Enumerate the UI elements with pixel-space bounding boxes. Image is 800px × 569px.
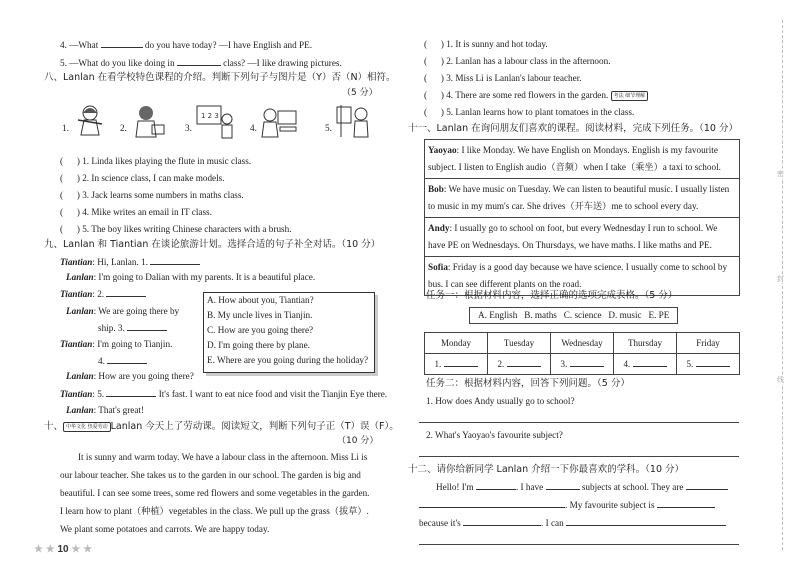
- option-b: B. My uncle lives in Tianjin.: [207, 310, 313, 320]
- seal-char: 封: [777, 275, 784, 283]
- answer-blank[interactable]: [106, 388, 156, 397]
- answer-paren[interactable]: ( ): [60, 190, 80, 200]
- answer-blank[interactable]: [419, 499, 565, 508]
- answer-blank[interactable]: [566, 517, 726, 526]
- seal-char: 线: [777, 376, 784, 384]
- answer-paren[interactable]: ( ): [424, 73, 444, 83]
- blackboard-numbers-picture: [195, 103, 235, 139]
- boy-typing-picture: [130, 103, 166, 139]
- answer-line[interactable]: [419, 422, 739, 423]
- culture-badge: 中华文化 热爱劳动: [63, 422, 111, 432]
- question-andy: 1. How does Andy usually go to school?: [426, 396, 575, 406]
- option-c: C. How are you going there?: [207, 325, 314, 335]
- answer-paren[interactable]: ( ): [424, 90, 444, 100]
- girl-flute-picture: [72, 103, 108, 139]
- pic-number: 3.: [185, 123, 192, 133]
- options-box: [203, 292, 375, 373]
- task-1-options: A. English B. maths C. science D. music E. PE: [469, 307, 678, 324]
- material-yaoyao: Yaoyao: I like Monday. We have English on Mondays. English is my favourite subject. I listen to English audio（音频）when I take（乘坐）a taxi to school.: [425, 140, 739, 179]
- pic-number: 4.: [250, 123, 257, 133]
- section-8-score: （5 分）: [342, 88, 378, 98]
- answer-blank[interactable]: [657, 499, 715, 508]
- option-a: A. How about you, Tiantian?: [207, 295, 314, 305]
- table-blank[interactable]: 1.: [425, 354, 488, 375]
- material-sofia: Sofia: Friday is a good day because we have science. I usually come to school by bus. I can see different plants on the road.: [428, 262, 728, 289]
- section-11-title: 十一、Lanlan 在询问朋友们喜欢的课程。阅读材料，完成下列任务。（10 分）: [408, 123, 738, 134]
- dialogue-line: Lanlan: How are you going there?: [66, 371, 194, 381]
- section-9-title: 九、Lanlan 和 Tiantian 在谈论旅游计划。选择合适的句子补全对话。（10 分）: [44, 239, 381, 250]
- section-12-title: 十二、请你给新同学 Lanlan 介绍一下你最喜欢的学科。（10 分）: [408, 464, 685, 475]
- seal-line-sidebar: [768, 0, 800, 569]
- day-monday: Monday: [425, 333, 488, 354]
- answer-blank[interactable]: [476, 481, 516, 490]
- dialogue-line: Lanlan: We are going there by: [66, 306, 180, 316]
- day-wednesday: Wednesday: [551, 333, 614, 354]
- writing-line-3: because it's . I can: [419, 517, 726, 529]
- material-bob: Bob: We have music on Tuesday. We can listen to beautiful music. I usually listen to music in my mum's car. She drives（开车送）me to school every day.: [425, 179, 739, 218]
- dialogue-line: Lanlan: That's great!: [66, 405, 145, 415]
- sec8-item: ( ) 2. In science class, I can make models.: [60, 173, 225, 183]
- answer-paren[interactable]: ( ): [60, 224, 80, 234]
- day-tuesday: Tuesday: [488, 333, 551, 354]
- material-andy: Andy: I usually go to school on foot, but every Wednesday I run to school. We have PE on Wednesdays. On Thursdays, we have maths. I like maths and PE.: [425, 218, 739, 257]
- answer-paren[interactable]: ( ): [424, 107, 444, 117]
- tf-item: ( ) 2. Lanlan has a labour class in the afternoon.: [424, 56, 611, 66]
- task-1-title: 任务一：根据材料内容，选择正确的选项完成表格。（5 分）: [426, 290, 678, 301]
- answer-blank[interactable]: [101, 39, 143, 48]
- table-blank[interactable]: 3.: [551, 354, 614, 375]
- tf-item: ( ) 4. There are some red flowers in the garden. 考法 细节理解: [424, 90, 648, 101]
- sec8-item: ( ) 4. Mike writes an email in IT class.: [60, 207, 212, 217]
- answer-blank[interactable]: [150, 256, 200, 265]
- answer-line[interactable]: [419, 456, 739, 457]
- writing-line-2: . My favourite subject is: [419, 499, 715, 511]
- answer-blank[interactable]: [463, 517, 541, 526]
- dialogue-line: Tiantian: Hi, Lanlan. 1.: [60, 256, 200, 268]
- passage-line: We plant some potatoes and carrots. We are happy today.: [60, 524, 270, 534]
- page-number: ★ ★ 10 ★ ★: [34, 544, 93, 555]
- answer-paren[interactable]: ( ): [60, 156, 80, 166]
- dialogue-line: Tiantian: 5. It's fast. I want to eat nice food and visit the Tianjin Eye there.: [60, 389, 388, 399]
- answer-blank[interactable]: [107, 355, 147, 364]
- table-blank[interactable]: 2.: [488, 354, 551, 375]
- dialogue-line: Tiantian: I'm going to Tianjin.: [60, 339, 173, 349]
- pic-number: 5.: [325, 123, 332, 133]
- tf-item: ( ) 5. Lanlan learns how to plant tomatoes in the class.: [424, 107, 635, 117]
- tf-item: ( ) 3. Miss Li is Lanlan's labour teacher.: [424, 73, 582, 83]
- writing-line-1: Hello! I'm . I have subjects at school. They are: [436, 481, 728, 493]
- seal-char: 密: [777, 170, 784, 178]
- answer-blank[interactable]: [106, 288, 146, 297]
- answer-blank[interactable]: [686, 481, 728, 490]
- table-blank[interactable]: 4.: [614, 354, 677, 375]
- dialogue-line: ship. 3.: [98, 322, 167, 334]
- sec8-item: ( ) 3. Jack learns some numbers in maths class.: [60, 190, 244, 200]
- question-4: 4. —What do you have today? —I have English and PE.: [60, 40, 312, 50]
- question-5: 5. —What do you like doing in class? —I like drawing pictures.: [60, 58, 342, 68]
- answer-paren[interactable]: ( ): [60, 173, 80, 183]
- answer-paren[interactable]: ( ): [424, 39, 444, 49]
- answer-blank[interactable]: [546, 481, 580, 490]
- reading-materials: [424, 139, 740, 296]
- section-10-score: （10 分）: [337, 436, 379, 446]
- dialogue-line: 4.: [98, 355, 147, 367]
- day-friday: Friday: [677, 333, 740, 354]
- option-e: E. Where are you going during the holiday?: [207, 355, 369, 365]
- question-yaoyao: 2. What's Yaoyao's favourite subject?: [426, 430, 563, 440]
- passage-line: beautiful. I can see some trees, some red flowers and some vegetables in the garden.: [60, 488, 370, 498]
- dialogue-line: Tiantian: 2.: [60, 288, 146, 300]
- pic-number: 2.: [120, 123, 127, 133]
- svg-text:1 2 3: 1 2 3: [201, 112, 219, 120]
- passage-line: It is sunny and warm today. We have a labour class in the afternoon. Miss Li is: [78, 452, 368, 462]
- option-d: D. I'm going there by plane.: [207, 340, 310, 350]
- answer-paren[interactable]: ( ): [424, 56, 444, 66]
- answer-blank[interactable]: [127, 322, 167, 331]
- section-8-title: 八、Lanlan 在看学校特色课程的介绍。判断下列句子与图片是（Y）否（N）相符。: [44, 72, 396, 83]
- passage-line: I learn how to plant（种植）vegetables in the class. We pull up the grass（拔草）.: [60, 506, 369, 516]
- table-blank[interactable]: 5.: [677, 354, 740, 375]
- sec8-item: ( ) 1. Linda likes playing the flute in music class.: [60, 156, 252, 166]
- day-thursday: Thursday: [614, 333, 677, 354]
- task-2-title: 任务二：根据材料内容，回答下列问题。（5 分）: [426, 378, 630, 389]
- skill-badge: 考法 细节理解: [611, 91, 649, 101]
- pic-number: 1.: [62, 123, 69, 133]
- section-10-title: 十、 中华文化 热爱劳动 Lanlan 今天上了劳动课。阅读短文，判断下列句子正（T）误（F）。: [44, 421, 399, 432]
- tf-item: ( ) 1. It is sunny and hot today.: [424, 39, 548, 49]
- passage-line: our labour teacher. She takes us to the garden in our school. The garden is big and: [60, 470, 361, 480]
- answer-paren[interactable]: ( ): [60, 207, 80, 217]
- answer-line[interactable]: [419, 544, 739, 545]
- answer-blank[interactable]: [177, 57, 221, 66]
- sec8-item: ( ) 5. The boy likes writing Chinese characters with a brush.: [60, 224, 292, 234]
- dialogue-line: Lanlan: I'm going to Dalian with my parents. It is a beautiful place.: [66, 272, 316, 282]
- computer-picture: [260, 103, 300, 139]
- boy-painting-picture: [335, 103, 375, 139]
- days-table: [424, 332, 740, 375]
